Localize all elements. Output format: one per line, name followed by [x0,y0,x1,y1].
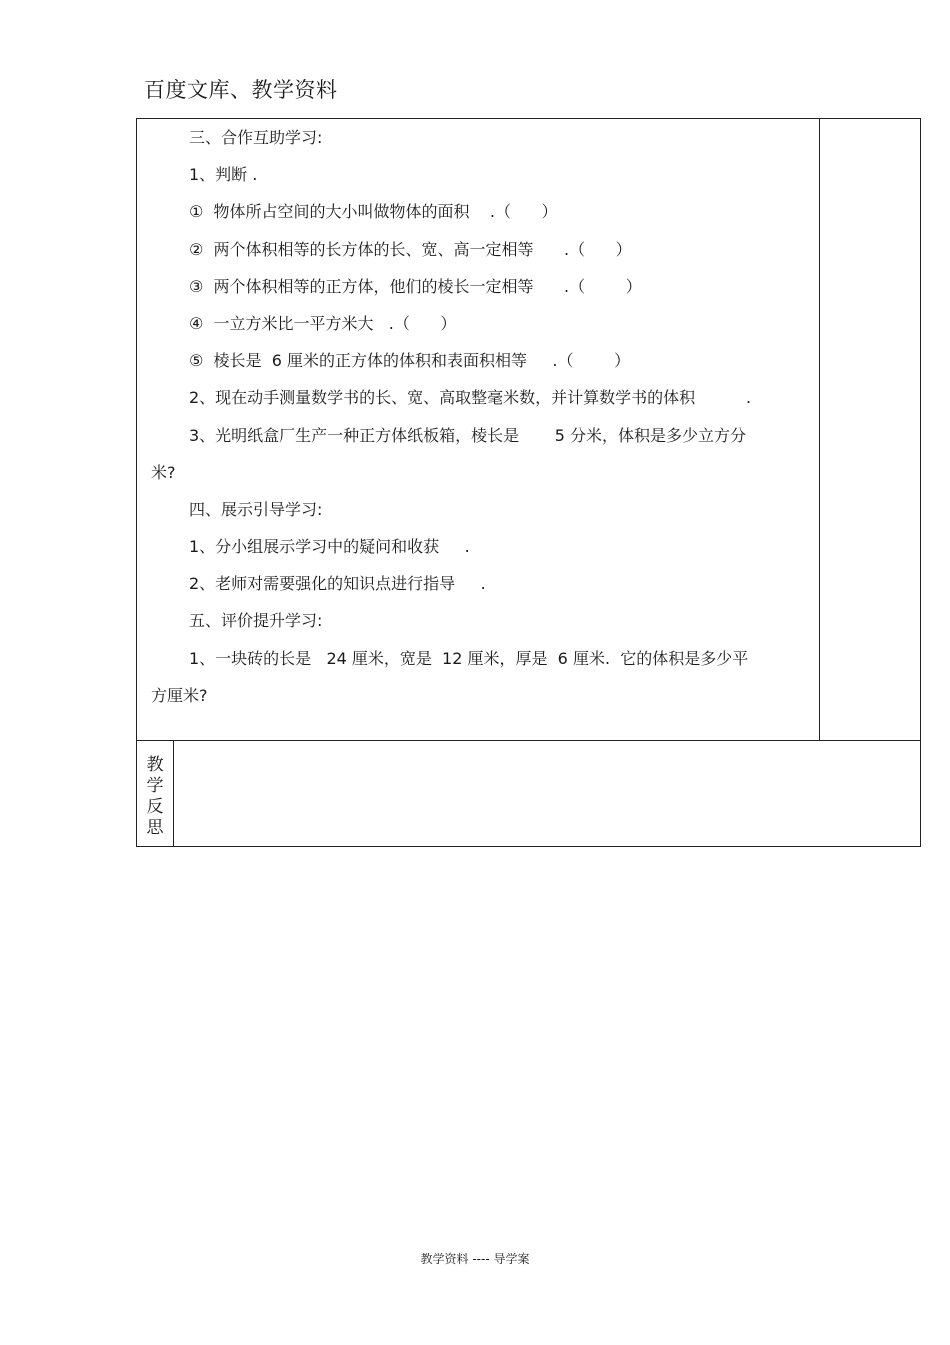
content-line: ⑤ 棱长是 6 厘米的正方体的体积和表面积相等 .（ ） [189,351,631,371]
lesson-content [151,119,801,714]
content-line: 五、评价提升学习: [189,611,323,631]
reflection-label-char: 学 [146,776,164,796]
reflection-label-char: 思 [146,818,164,838]
content-line: 1、判断 . [189,165,258,185]
content-line: 3、光明纸盒厂生产一种正方体纸板箱，棱长是 5 分米，体积是多少立方分 [189,425,747,445]
reflection-label [145,755,165,839]
page-header-title: 百度文库、教学资料 [144,78,338,102]
content-line: 2、老师对需要强化的知识点进行指导 . [189,574,486,594]
page-footer: 教学资料 ---- 导学案 [420,1252,530,1266]
content-line: 四、展示引导学习: [189,499,323,519]
content-line: ③ 两个体积相等的正方体，他们的棱长一定相等 .（ ） [189,276,642,296]
content-line: ② 两个体积相等的长方体的长、宽、高一定相等 .（ ） [189,239,632,259]
content-line: ① 物体所占空间的大小叫做物体的面积 .（ ） [189,202,558,222]
content-line: 2、现在动手测量数学书的长、宽、高取整毫米数，并计算数学书的体积 . [189,388,752,408]
content-line: 米? [151,462,176,482]
reflection-label-divider [173,741,174,847]
content-line: 1、一块砖的长是 24 厘米，宽是 12 厘米，厚是 6 厘米. 它的体积是多少平 [189,648,749,668]
content-line: 1、分小组展示学习中的疑问和收获 . [189,537,470,557]
table-right-divider [819,119,820,741]
content-line: 方厘米? [151,685,208,705]
table-row-divider [137,740,920,741]
reflection-label-char: 教 [146,755,164,775]
lesson-table [136,118,921,847]
content-line: 三、合作互助学习: [189,128,323,147]
content-line: ④ 一立方米比一平方米大 .（ ） [189,313,457,333]
reflection-label-char: 反 [146,797,164,817]
